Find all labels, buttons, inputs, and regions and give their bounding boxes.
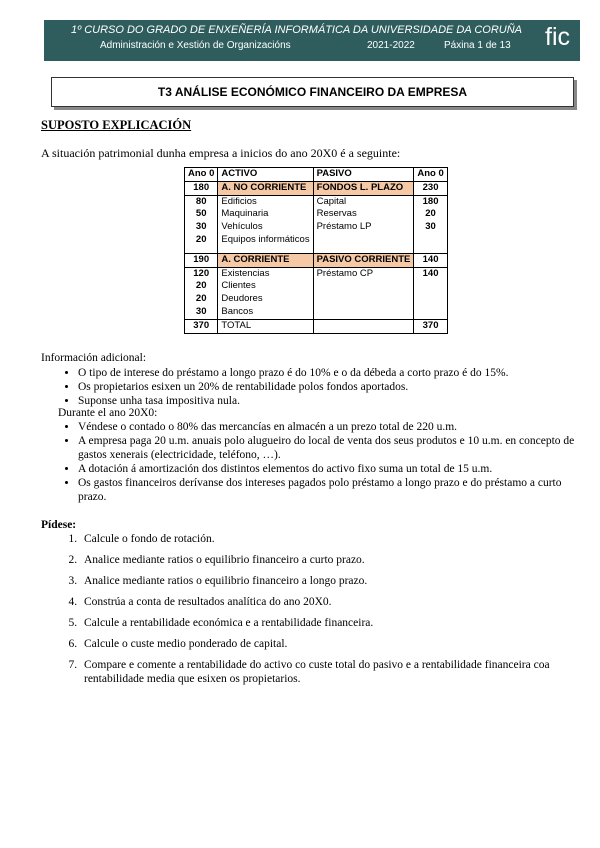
table-cell: A. CORRIENTE (218, 253, 313, 267)
page-of: de (485, 40, 497, 51)
question-item: 3. Analice mediante ratios o equilibrio financeiro a longo prazo. (80, 574, 590, 588)
page-label: Páxina (444, 40, 475, 51)
table-cell: Préstamo CP (313, 267, 414, 280)
balance-table (184, 167, 448, 334)
subject-name: Administración e Xestión de Organizacións (100, 40, 291, 51)
table-cell: Maquinaria (218, 208, 313, 221)
list-item: • A dotación á amortización dos distintos elementos do activo fixo suma un total de 15 u.m. (78, 462, 578, 476)
table-total-row (185, 319, 448, 333)
table-row (185, 293, 448, 306)
table-cell: Clientes (218, 280, 313, 293)
header-cell: ACTIVO (218, 168, 313, 182)
table-cell: Deudores (218, 293, 313, 306)
table-row (185, 280, 448, 293)
during-heading: Durante el ano 20X0: (58, 407, 158, 419)
academic-year: 2021-2022 (367, 40, 415, 51)
table-cell: TOTAL (218, 319, 313, 333)
list-item: • A empresa paga 20 u.m. anuais polo alugueiro do local de venta dos seus produtos e 10 u.m. en concepto de gastos xenerais (electricidade, teléfono, …). (78, 434, 578, 462)
question-item: 4. Constrúa a conta de resultados analítica do ano 20X0. (80, 595, 590, 609)
document-title: T3 ANÁLISE ECONÓMICO FINANCEIRO DA EMPRESA (51, 77, 574, 107)
table-cell: 20 (185, 293, 218, 306)
table-row (185, 208, 448, 221)
table-cell: FONDOS L. PLAZO (313, 181, 414, 195)
question-item: 7. Compare e comente a rentabilidade do activo co custe total do pasivo e a rentabilidade financeira coa rentabilidade media que esixen os propietarios. (80, 658, 590, 686)
table-cell (313, 280, 414, 293)
question-item: 1. Calcule o fondo de rotación. (80, 532, 590, 546)
page-current: 1 (477, 40, 483, 51)
list-item: • Véndese o contado o 80% das mercancías en almacén a un prezo total de 220 u.m. (78, 420, 578, 434)
table-group-row (185, 253, 448, 267)
table-row (185, 221, 448, 234)
table-cell: 80 (185, 195, 218, 208)
header-cell: Ano 0 (185, 168, 218, 182)
table-cell: 370 (185, 319, 218, 333)
table-cell: Capital (313, 195, 414, 208)
table-cell: 20 (414, 208, 447, 221)
table-cell: 30 (185, 306, 218, 319)
table-cell: 190 (185, 253, 218, 267)
list-item: • Os propietarios esixen un 20% de rentabilidade polos fondos aportados. (78, 380, 578, 394)
table-cell: 20 (185, 280, 218, 293)
page-header (44, 20, 580, 61)
table-cell: Préstamo LP (313, 221, 414, 234)
info-heading: Información adicional: (41, 352, 147, 364)
table-cell: 370 (414, 319, 447, 333)
table-cell: 180 (414, 195, 447, 208)
course-title: 1º CURSO DO GRADO DE ENXEÑERÍA INFORMÁTICA DA UNIVERSIDADE DA CORUÑA (71, 24, 522, 36)
table-cell: 30 (414, 221, 447, 234)
question-item: 5. Calcule a rentabilidade económica e a rentabilidade financeira. (80, 616, 590, 630)
table-cell: A. NO CORRIENTE (218, 181, 313, 195)
table-cell: Equipos informáticos (218, 234, 313, 247)
table-cell: Edificios (218, 195, 313, 208)
questions-list (58, 532, 590, 693)
list-item: • Os gastos financeiros derívanse dos intereses pagados polo préstamo a longo prazo e do préstamo a curto prazo. (78, 476, 578, 504)
table-cell: Reservas (313, 208, 414, 221)
table-header-row (185, 168, 448, 182)
table-cell: Existencias (218, 267, 313, 280)
section-heading: SUPOSTO EXPLICACIÓN (41, 118, 192, 132)
header-cell: PASIVO (313, 168, 414, 182)
question-item: 6. Calcule o custe medio ponderado de capital. (80, 637, 590, 651)
table-cell: 140 (414, 253, 447, 267)
questions-heading: Pídese: (41, 519, 77, 531)
table-cell (313, 234, 414, 247)
table-cell: Vehículos (218, 221, 313, 234)
table-cell: 180 (185, 181, 218, 195)
header-cell: Ano 0 (414, 168, 447, 182)
table-row (185, 267, 448, 280)
table-cell (313, 306, 414, 319)
table-cell (313, 293, 414, 306)
table-row (185, 306, 448, 319)
table-group-row (185, 181, 448, 195)
table-cell: PASIVO CORRIENTE (313, 253, 414, 267)
table-cell (414, 280, 447, 293)
table-cell (313, 319, 414, 333)
table-row (185, 195, 448, 208)
table-cell: 30 (185, 221, 218, 234)
table-cell: 20 (185, 234, 218, 247)
table-cell (414, 293, 447, 306)
table-cell (414, 306, 447, 319)
table-cell: 50 (185, 208, 218, 221)
table-cell: 230 (414, 181, 447, 195)
fic-logo: fic (545, 23, 570, 51)
page-total: 13 (499, 40, 511, 51)
table-row (185, 234, 448, 247)
question-item: 2. Analice mediante ratios o equilibrio financeiro a curto prazo. (80, 553, 590, 567)
header-meta (44, 40, 544, 54)
list-item: • O tipo de interese do préstamo a longo prazo é do 10% e o da débeda a corto prazo é do 15%. (78, 366, 578, 380)
page-indicator (444, 40, 511, 51)
list-item: • Suponse unha tasa impositiva nula. (78, 394, 578, 408)
during-list (60, 420, 578, 504)
intro-text: A situación patrimonial dunha empresa a inicios do ano 20X0 é a seguinte: (41, 146, 401, 160)
table-cell: 140 (414, 267, 447, 280)
info-list (60, 366, 578, 408)
table-cell: 120 (185, 267, 218, 280)
table-cell: Bancos (218, 306, 313, 319)
table-cell (414, 234, 447, 247)
